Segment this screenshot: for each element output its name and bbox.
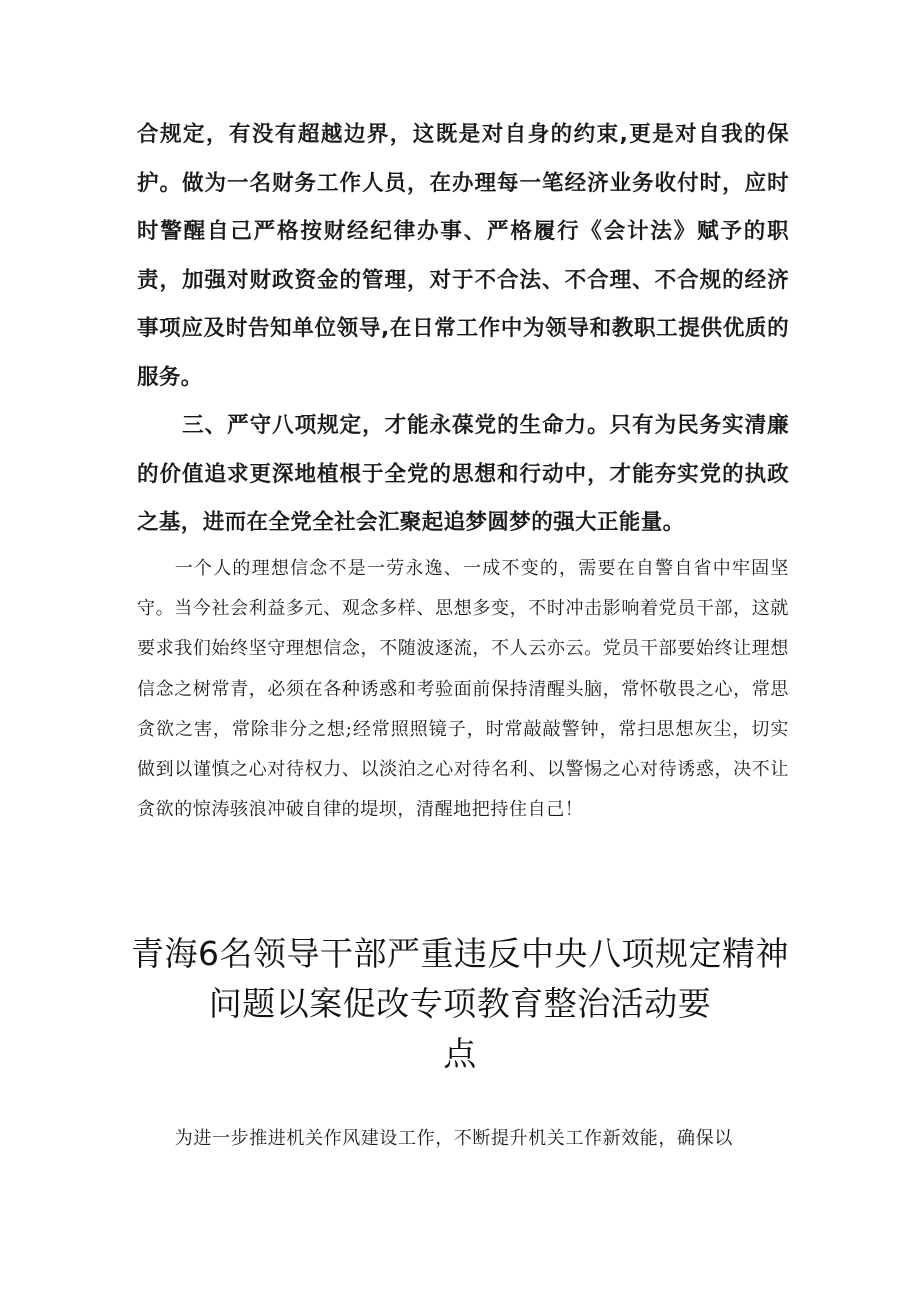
paragraph-intro: 为进一步推进机关作风建设工作，不断提升机关工作新效能，确保以 xyxy=(174,1128,733,1149)
title-line-2: 问题以案促改专项教育整治活动要 xyxy=(208,984,712,1023)
title-line-1: 青海6名领导干部严重违反中央八项规定精神 xyxy=(131,934,789,973)
paragraph-finance-duty: 合规定，有没有超越边界，这既是对自身的约束,更是对自我的保护。做为一名财务工作人员，在办理每一笔经济业务收付时，应时时警醒自己严格按财经纪律办事、严格履行《会计法》赋予的职责，加强对财政资金的管理，对于不合法、不合理、不合规的经济事项应及时告知单位领导,在日常工作中为领导和教职工提供优质的服务。 xyxy=(137,122,789,390)
paragraph-section-three: 三、严守八项规定，才能永葆党的生命力。只有为民务实清廉的价值追求更深地植根于全党的思想和行动中，才能夯实党的执政之基，进而在全党全社会汇聚起追梦圆梦的强大正能量。 xyxy=(137,413,789,535)
title-line-3: 点 xyxy=(443,1034,477,1073)
document-title xyxy=(120,929,800,1079)
paragraph-ideals-belief: 一个人的理想信念不是一劳永逸、一成不变的，需要在自警自省中牢固坚守。当今社会利益多元、观念多样、思想多变，不时冲击影响着党员干部，这就要求我们始终坚守理想信念，不随波逐流，不人云亦云。党员干部要始终让理想信念之树常青，必须在各种诱惑和考验面前保持清醒头脑，常怀敬畏之心，常思贪欲之害，常除非分之想;经常照照镜子，时常敲敲警钟，常扫思想灰尘，切实做到以谨慎之心对待权力、以淡泊之心对待名利、以警惕之心对待诱惑，决不让贪欲的惊涛骇浪冲破自律的堤坝，清醒地把持住自己！ xyxy=(137,558,789,821)
